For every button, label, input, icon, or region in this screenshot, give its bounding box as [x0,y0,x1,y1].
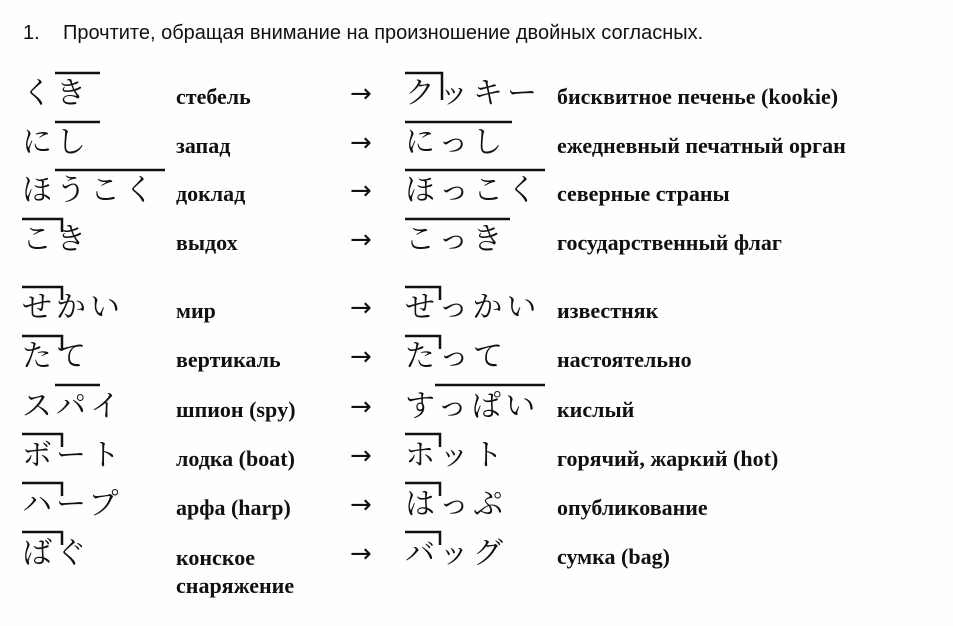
russian-translation-doubled: ежедневный печатный орган [557,133,846,158]
exercise-header [23,22,703,45]
japanese-word-doubled: せっかい [405,290,541,325]
arrow-icon: → [350,392,372,422]
arrow-icon: → [350,225,372,255]
japanese-word-doubled: たって [405,339,507,374]
japanese-word-doubled: すっぱい [405,389,540,424]
japanese-word-doubled: こっき [405,222,507,257]
word-pair-row [0,387,953,435]
russian-translation: мир [176,298,216,323]
russian-translation: стебель [176,84,251,109]
japanese-word-doubled: にっし [405,125,507,160]
arrow-icon: → [350,128,372,158]
word-pair-row [0,485,953,533]
exercise-number: 1. [23,22,40,44]
japanese-word: にし [22,125,90,160]
russian-translation-doubled: кислый [557,397,635,422]
japanese-word: ボート [22,438,124,473]
arrow-icon: → [350,176,372,206]
exercise-instruction: Прочтите, обращая внимание на произношение двойных согласных. [63,22,704,44]
arrow-icon: → [350,490,372,520]
japanese-word: せかい [22,290,124,325]
japanese-word-doubled: はっぷ [405,487,507,522]
russian-translation-doubled: государственный флаг [557,230,782,255]
word-pair-row [0,288,953,336]
japanese-word: こき [22,222,90,257]
word-pair-row [0,74,953,122]
arrow-icon: → [350,342,372,372]
word-pair-row [0,534,953,614]
russian-translation: вертикаль [176,347,281,372]
russian-translation-doubled: горячий, жаркий (hot) [557,446,779,471]
russian-translation: шпион (spy) [176,397,296,422]
russian-translation: конское снаряжение [176,545,295,598]
arrow-icon: → [350,293,372,323]
russian-translation-doubled: бисквитное печенье (kookie) [557,84,839,109]
japanese-word-doubled: ホット [405,438,507,473]
word-pair-row [0,337,953,385]
russian-translation-doubled: опубликование [557,495,708,520]
russian-translation-doubled: настоятельно [557,347,692,372]
russian-translation: выдох [176,230,238,255]
russian-translation: лодка (boat) [176,446,295,471]
russian-translation-doubled: известняк [557,298,659,323]
word-pair-row [0,220,953,268]
japanese-word-doubled: バッグ [405,536,507,571]
japanese-word: たて [22,339,90,374]
russian-translation: запад [176,133,231,158]
word-pair-row [0,123,953,171]
japanese-word: ハープ [22,487,123,522]
word-pair-row [0,171,953,219]
russian-translation: доклад [176,181,246,206]
russian-translation-doubled: сумка (bag) [557,544,670,569]
russian-translation: арфа (harp) [176,495,291,520]
japanese-word: くき [22,76,90,111]
arrow-icon: → [350,79,372,109]
japanese-word: ほうこく [22,173,158,208]
japanese-word-doubled: クッキー [405,76,541,111]
word-pair-row [0,436,953,484]
japanese-word: ばぐ [22,536,90,571]
japanese-word: スパイ [22,389,124,424]
arrow-icon: → [350,539,372,569]
russian-translation-doubled: северные страны [557,181,730,206]
japanese-word-doubled: ほっこく [405,173,541,208]
arrow-icon: → [350,441,372,471]
